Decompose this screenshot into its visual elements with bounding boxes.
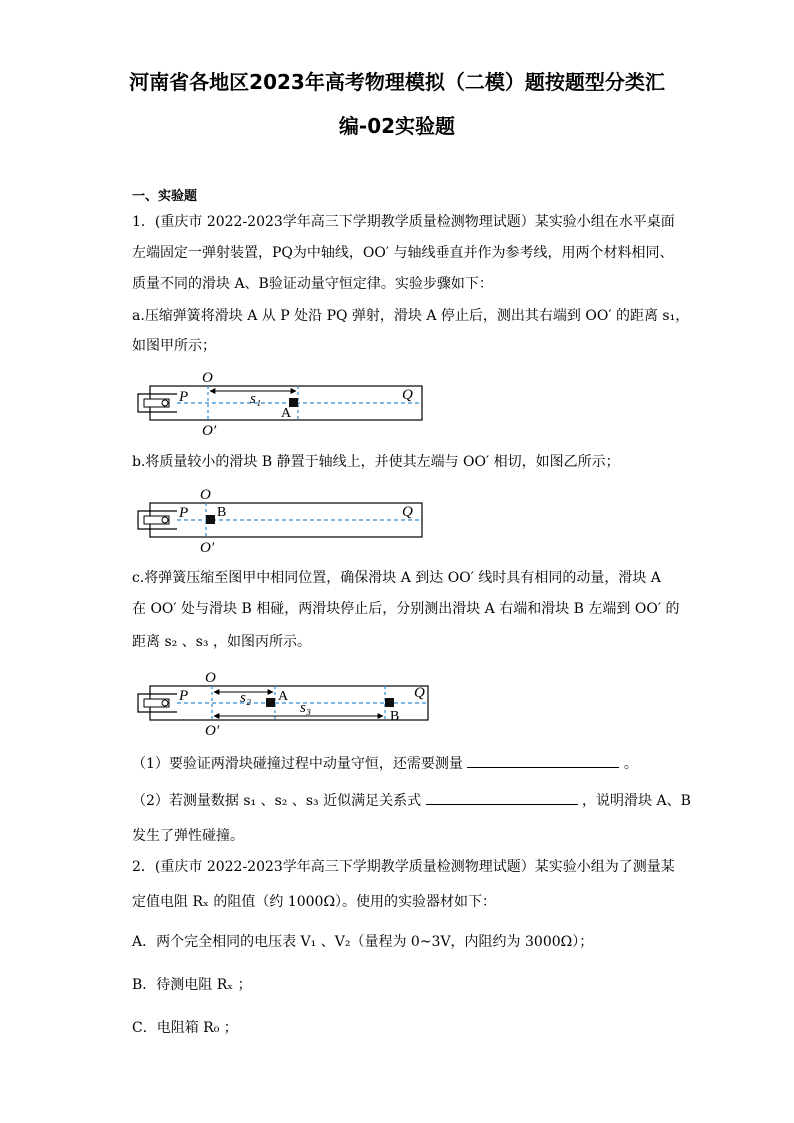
label-p-2: P [179, 505, 189, 521]
label-s1: s₁ [250, 391, 262, 407]
q1-part-1-text: （1）要验证两滑块碰撞过程中动量守恒，还需要测量 [132, 756, 463, 772]
label-b-2: B [217, 505, 227, 520]
q1-step-b: b.将质量较小的滑块 B 静置于轴线上，并使其左端与 OO′ 相切，如图乙所示； [132, 454, 620, 470]
document-title-line-1: 河南省各地区2023年高考物理模拟（二模）题按题型分类汇 [129, 70, 665, 94]
label-o-2: O [200, 487, 211, 503]
q1-part-1-end: 。 [623, 756, 638, 772]
q1-part-2-text: （2）若测量数据 s₁ 、s₂ 、s₃ 近似满足关系式 [132, 793, 422, 809]
q1-step-c-line-1: c.将弹簧压缩至图甲中相同位置，确保滑块 A 到达 OO′ 线时具有相同的动量，滑块 A [132, 570, 661, 586]
q1-part-2-end: ，说明滑块 A、B [582, 793, 691, 809]
block-a-3 [266, 698, 275, 707]
q1-part-2-line-2: 发生了弹性碰撞。 [132, 828, 244, 844]
label-a-3: A [278, 689, 289, 704]
q2-line-2: 定值电阻 Rₓ 的阻值（约 1000Ω）。使用的实验器材如下： [132, 894, 497, 910]
figure-2 [138, 487, 422, 556]
q2-option-a: A．两个完全相同的电压表 V₁ 、V₂（量程为 0~3V，内阻约为 3000Ω）； [132, 934, 594, 950]
label-s3: s₃ [300, 700, 312, 716]
q2-option-c: C．电阻箱 R₀ ； [132, 1020, 238, 1036]
label-q-1: Q [402, 387, 413, 403]
label-b-3: B [390, 709, 400, 724]
spring-head-1 [162, 400, 168, 406]
label-p-3: P [179, 688, 189, 704]
label-o-3: O [205, 670, 216, 686]
q2-line-1: 2．(重庆市 2022-2023学年高三下学期教学质量检测物理试题）某实验小组为了测量某 [132, 859, 675, 875]
figure-1 [138, 370, 422, 439]
q1-step-c-line-3: 距离 s₂ 、s₃ ，如图丙所示。 [132, 634, 311, 650]
label-p-1: P [179, 389, 189, 405]
q1-line-3: 质量不同的滑块 A、B验证动量守恒定律。实验步骤如下： [132, 276, 493, 292]
q1-line-1: 1．(重庆市 2022-2023学年高三下学期教学质量检测物理试题）某实验小组在水平桌面 [132, 214, 675, 230]
label-o-prime-3: O′ [205, 723, 220, 739]
label-q-2: Q [402, 504, 413, 520]
block-b-3 [385, 698, 394, 707]
label-o-prime-1: O′ [202, 423, 217, 439]
label-a-1: A [281, 406, 292, 421]
label-o-1: O [202, 370, 213, 386]
q1-step-a-line-2: 如图甲所示； [132, 338, 216, 354]
document-title-line-2: 编-02实验题 [338, 114, 456, 138]
section-heading: 一、实验题 [132, 189, 198, 204]
spring-head-2 [162, 517, 168, 523]
block-b-2 [206, 515, 215, 524]
label-o-prime-2: O′ [200, 540, 215, 556]
label-s2: s₂ [240, 690, 252, 706]
figure-3 [138, 670, 428, 739]
q1-line-2: 左端固定一弹射装置，PQ为中轴线，OO′ 与轴线垂直并作为参考线，用两个材料相同、 [132, 245, 674, 261]
q1-step-a-line-1: a.压缩弹簧将滑块 A 从 P 处沿 PQ 弹射，滑块 A 停止后，测出其右端到 OO′ 的距离 s₁， [132, 308, 690, 324]
q1-step-c-line-2: 在 OO′ 处与滑块 B 相碰，两滑块停止后，分别测出滑块 A 右端和滑块 B 左端到 OO′ 的 [132, 601, 680, 617]
label-q-3: Q [414, 685, 425, 701]
spring-head-3 [162, 700, 168, 706]
q2-option-b: B．待测电阻 Rₓ ； [132, 977, 252, 993]
